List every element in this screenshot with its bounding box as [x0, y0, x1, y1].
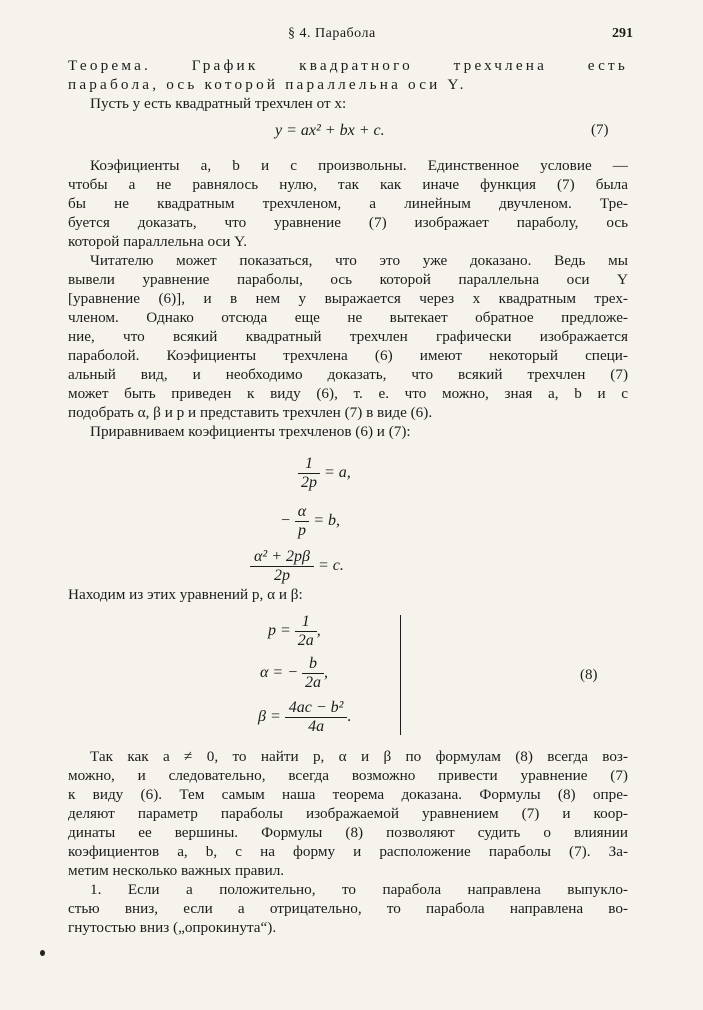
equation-coef-b: − $\frac{\alpha}{p}$ = b,	[280, 503, 340, 539]
equation-p: p = $\frac{1}{2a}$ ,	[268, 613, 321, 649]
paragraph-line: членом. Однако отсюда еще не вытекает обратное предложе-	[68, 309, 628, 326]
paragraph-line: деляют параметр параболы изображаемой уравнением (7) и коор-	[68, 805, 628, 822]
paragraph-line: бы не квадратным трехчленом, а линейным двучленом. Тре-	[68, 195, 628, 212]
equation-coef-c: $\frac{\text{α² + 2pβ}}{2p}$ = c.	[250, 548, 344, 585]
page-number: 291	[612, 26, 633, 41]
fraction: $\frac{\alpha}{p}$	[295, 503, 309, 540]
paragraph-line: можно, и следовательно, всегда возможно привести уравнение (7)	[68, 767, 628, 784]
equate-text	[68, 422, 628, 441]
paragraph-line: стью вниз, если a отрицательно, то парабола направлена во-	[68, 900, 628, 917]
theorem-statement	[68, 56, 628, 94]
paragraph-line: Коэфициенты a, b и c произвольны. Единственное условие —	[90, 157, 628, 174]
fraction: $\frac{\text{4ac − b²}}{4a}$	[285, 699, 348, 736]
equation-beta: β = $\frac{\text{4ac − b²}}{4a}$ .	[258, 699, 352, 735]
paragraph-line: которой параллельна оси Y.	[68, 233, 247, 250]
paragraph-line: может быть приведен к виду (6), т. е. что можно, зная a, b и c	[68, 385, 628, 402]
paragraph-line: подобрать α, β и p и представить трехчлен (7) в виде (6).	[68, 404, 433, 421]
reader-paragraph	[68, 251, 628, 422]
paragraph-line: 1. Если a положительно, то парабола направлена выпукло-	[90, 881, 628, 898]
paragraph-line: [уравнение (6)], и в нем y выражается через x квадратным трех-	[68, 290, 628, 307]
formula-7: y = ax² + bx + c.	[275, 122, 385, 139]
fraction: $\frac{\text{α² + 2pβ}}{2p}$	[250, 548, 314, 585]
ink-spot	[40, 950, 45, 956]
fraction: $\frac{b}{2a}$	[302, 655, 324, 692]
page-header	[0, 26, 703, 46]
paragraph-line: буется доказать, что уравнение (7) изображает параболу, ось	[68, 214, 628, 231]
paragraph-line: чтобы a не равнялось нулю, так как иначе функция (7) была	[68, 176, 628, 193]
paragraph-line: альный вид, и необходимо доказать, что всякий трехчлен (7)	[68, 366, 628, 383]
theorem-line: Теорема. График квадратного трехчлена есть	[68, 57, 628, 74]
paragraph-line: вывели уравнение параболы, ось которой параллельна оси Y	[68, 271, 628, 288]
system-bracket	[400, 615, 401, 735]
equation-coef-a: $\frac{1}{2p}$ = a,	[298, 455, 351, 492]
equation-alpha: α = − $\frac{b}{2a}$ ,	[260, 655, 328, 691]
intro-line: Пусть y есть квадратный трехчлен от x:	[90, 95, 347, 112]
intro-text	[68, 94, 628, 113]
equation-number-8: (8)	[580, 667, 598, 683]
paragraph-line: к виду (6). Тем самым наша теорема доказана. Формулы (8) опре-	[68, 786, 628, 803]
fraction: $\frac{1}{2p}$	[298, 455, 320, 492]
paragraph-line: метим несколько важных правил.	[68, 862, 285, 879]
running-title: § 4. Парабола	[288, 26, 376, 41]
coefficients-paragraph	[68, 156, 628, 251]
find-text	[68, 585, 628, 604]
paragraph-line: Находим из этих уравнений p, α и β:	[68, 586, 303, 603]
fraction: $\frac{1}{2a}$	[295, 613, 317, 650]
paragraph-line: Приравниваем коэфициенты трехчленов (6) и (7):	[90, 423, 411, 440]
paragraph-line: Так как a ≠ 0, то найти p, α и β по формулам (8) всегда воз-	[90, 748, 628, 765]
paragraph-line: ние, что всякий квадратный трехчлен графически изображается	[68, 328, 628, 345]
equation-number-7: (7)	[591, 122, 609, 138]
paragraph-line: параболой. Коэфициенты трехчлена (6) имеют некоторый специ-	[68, 347, 628, 364]
paragraph-line: коэфициентов a, b, c на форму и расположение параболы (7). За-	[68, 843, 628, 860]
paragraph-line: Читателю может показаться, что это уже доказано. Ведь мы	[90, 252, 628, 269]
paragraph-line: динаты ее вершины. Формулы (8) позволяют судить о влиянии	[68, 824, 628, 841]
paragraph-line: гнутостью вниз („опрокинута“).	[68, 919, 277, 936]
conclusion-paragraph	[68, 747, 628, 880]
theorem-line: парабола, ось которой параллельна оси Y.	[68, 76, 467, 93]
rule-1-paragraph	[68, 880, 628, 937]
